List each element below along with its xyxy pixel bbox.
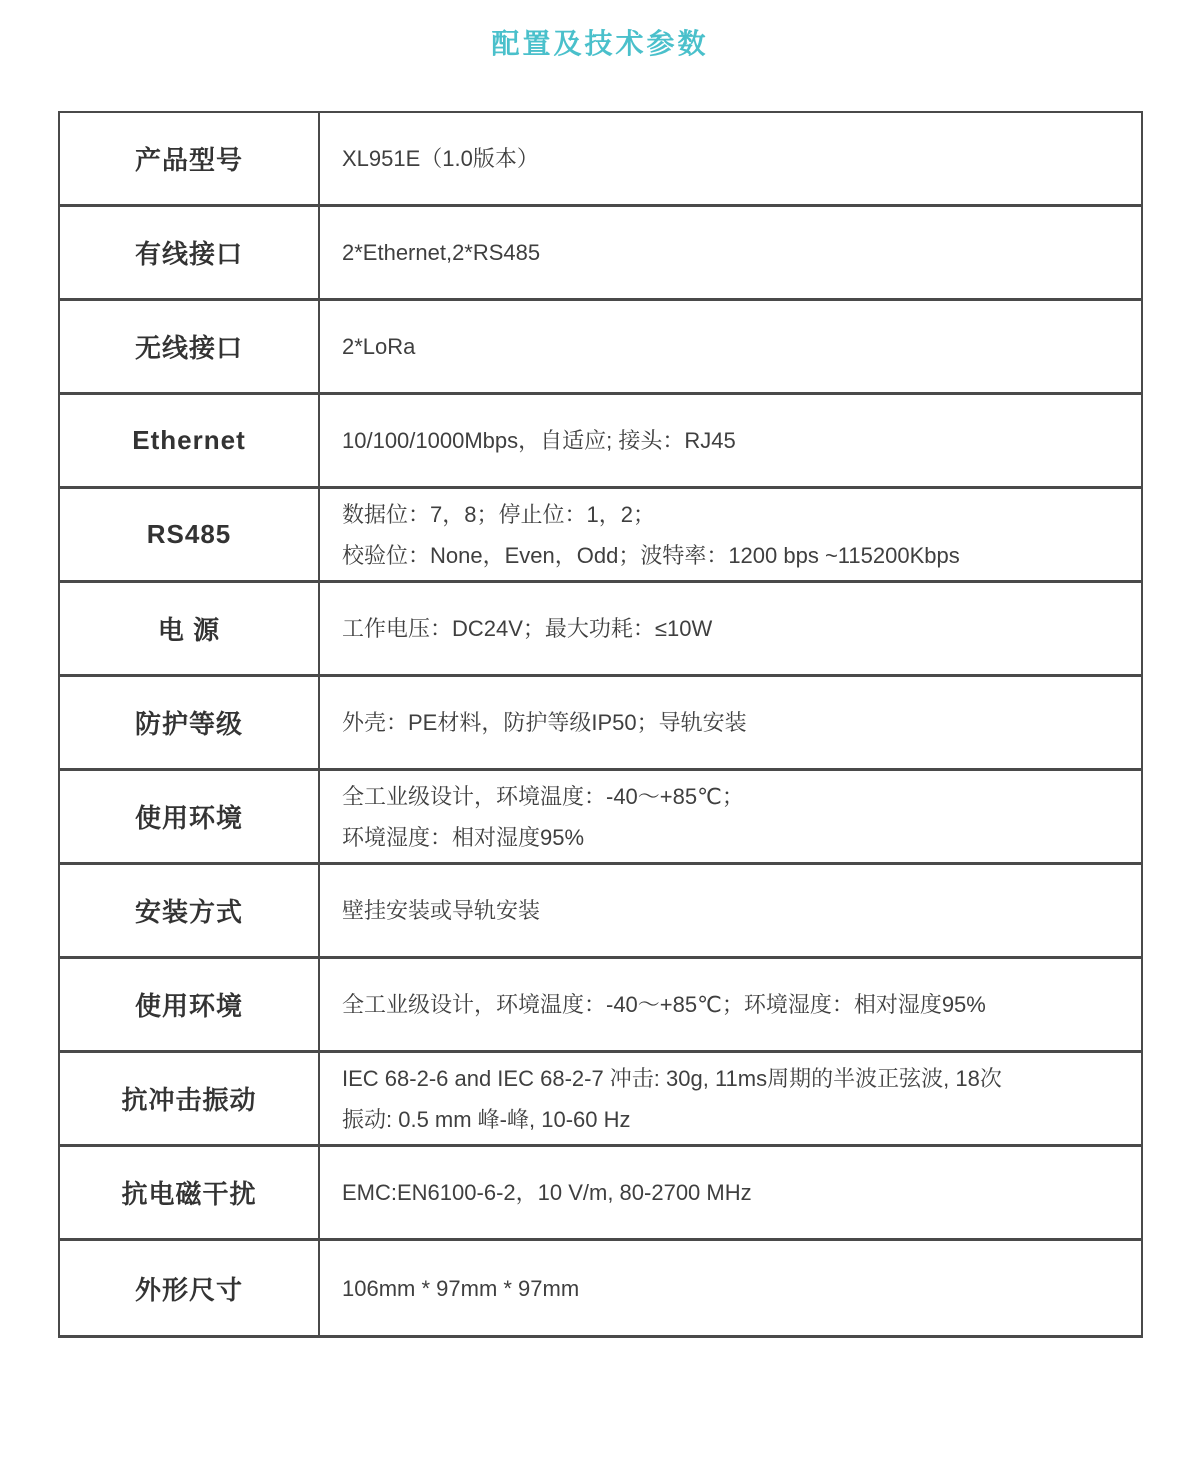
spec-label: 防护等级 <box>60 677 320 768</box>
spec-value-line: 2*Ethernet,2*RS485 <box>342 240 541 265</box>
table-row <box>60 865 1141 959</box>
spec-label: RS485 <box>60 489 320 580</box>
spec-value <box>320 207 1141 298</box>
table-row <box>60 489 1141 583</box>
spec-value <box>320 865 1141 956</box>
spec-value-line: EMC:EN6100-6-2，10 V/m, 80-2700 MHz <box>342 1180 752 1205</box>
spec-table <box>58 111 1143 1338</box>
spec-value <box>320 771 1141 862</box>
spec-label: 抗电磁干扰 <box>60 1147 320 1238</box>
table-row <box>60 583 1141 677</box>
spec-label: 有线接口 <box>60 207 320 298</box>
spec-label: 无线接口 <box>60 301 320 392</box>
table-row <box>60 677 1141 771</box>
spec-value-line: 10/100/1000Mbps，自适应; 接头：RJ45 <box>342 428 736 453</box>
spec-value <box>320 395 1141 486</box>
spec-value-line: 数据位：7，8；停止位：1，2； <box>342 501 655 527</box>
spec-label: 抗冲击振动 <box>60 1053 320 1144</box>
spec-value <box>320 1147 1141 1238</box>
spec-value-line: 校验位：None，Even，Odd；波特率：1200 bps ~115200Kbps <box>342 542 960 568</box>
spec-value <box>320 1053 1141 1144</box>
spec-value-line: 壁挂安装或导轨安装 <box>342 898 541 923</box>
spec-table-body <box>60 113 1141 1335</box>
table-row <box>60 207 1141 301</box>
spec-label: 使用环境 <box>60 771 320 862</box>
spec-value-line: XL951E（1.0版本） <box>342 146 539 171</box>
table-row <box>60 395 1141 489</box>
spec-value <box>320 489 1141 580</box>
spec-value-line: 全工业级设计，环境温度：-40～+85℃；环境湿度：相对湿度95% <box>342 992 986 1017</box>
spec-value-line: 振动: 0.5 mm 峰-峰, 10-60 Hz <box>342 1106 631 1132</box>
spec-value-line: 工作电压：DC24V；最大功耗：≤10W <box>342 616 713 641</box>
spec-value-line: 2*LoRa <box>342 334 416 359</box>
table-row <box>60 301 1141 395</box>
table-row <box>60 771 1141 865</box>
table-row <box>60 1053 1141 1147</box>
page-title: 配置及技术参数 <box>491 28 709 59</box>
spec-value <box>320 583 1141 674</box>
table-row <box>60 113 1141 207</box>
spec-value-line: 106mm * 97mm * 97mm <box>342 1275 580 1301</box>
spec-value <box>320 301 1141 392</box>
table-row <box>60 959 1141 1053</box>
spec-value-line: 环境湿度：相对湿度95% <box>342 824 585 850</box>
spec-value <box>320 959 1141 1050</box>
spec-label: 外形尺寸 <box>60 1241 320 1335</box>
spec-label: 产品型号 <box>60 113 320 204</box>
spec-value <box>320 677 1141 768</box>
spec-value-line: IEC 68-2-6 and IEC 68-2-7 冲击: 30g, 11ms周期的半波正弦波, 18次 <box>342 1065 1002 1091</box>
spec-label: 电 源 <box>60 583 320 674</box>
spec-label: 使用环境 <box>60 959 320 1050</box>
table-row <box>60 1241 1141 1335</box>
spec-value-line: 全工业级设计，环境温度：-40～+85℃； <box>342 783 744 809</box>
spec-value <box>320 1241 1141 1335</box>
spec-value-line: 外壳：PE材料，防护等级IP50；导轨安装 <box>342 710 747 735</box>
spec-value <box>320 113 1141 204</box>
spec-label: Ethernet <box>60 395 320 486</box>
spec-label: 安装方式 <box>60 865 320 956</box>
table-row <box>60 1147 1141 1241</box>
